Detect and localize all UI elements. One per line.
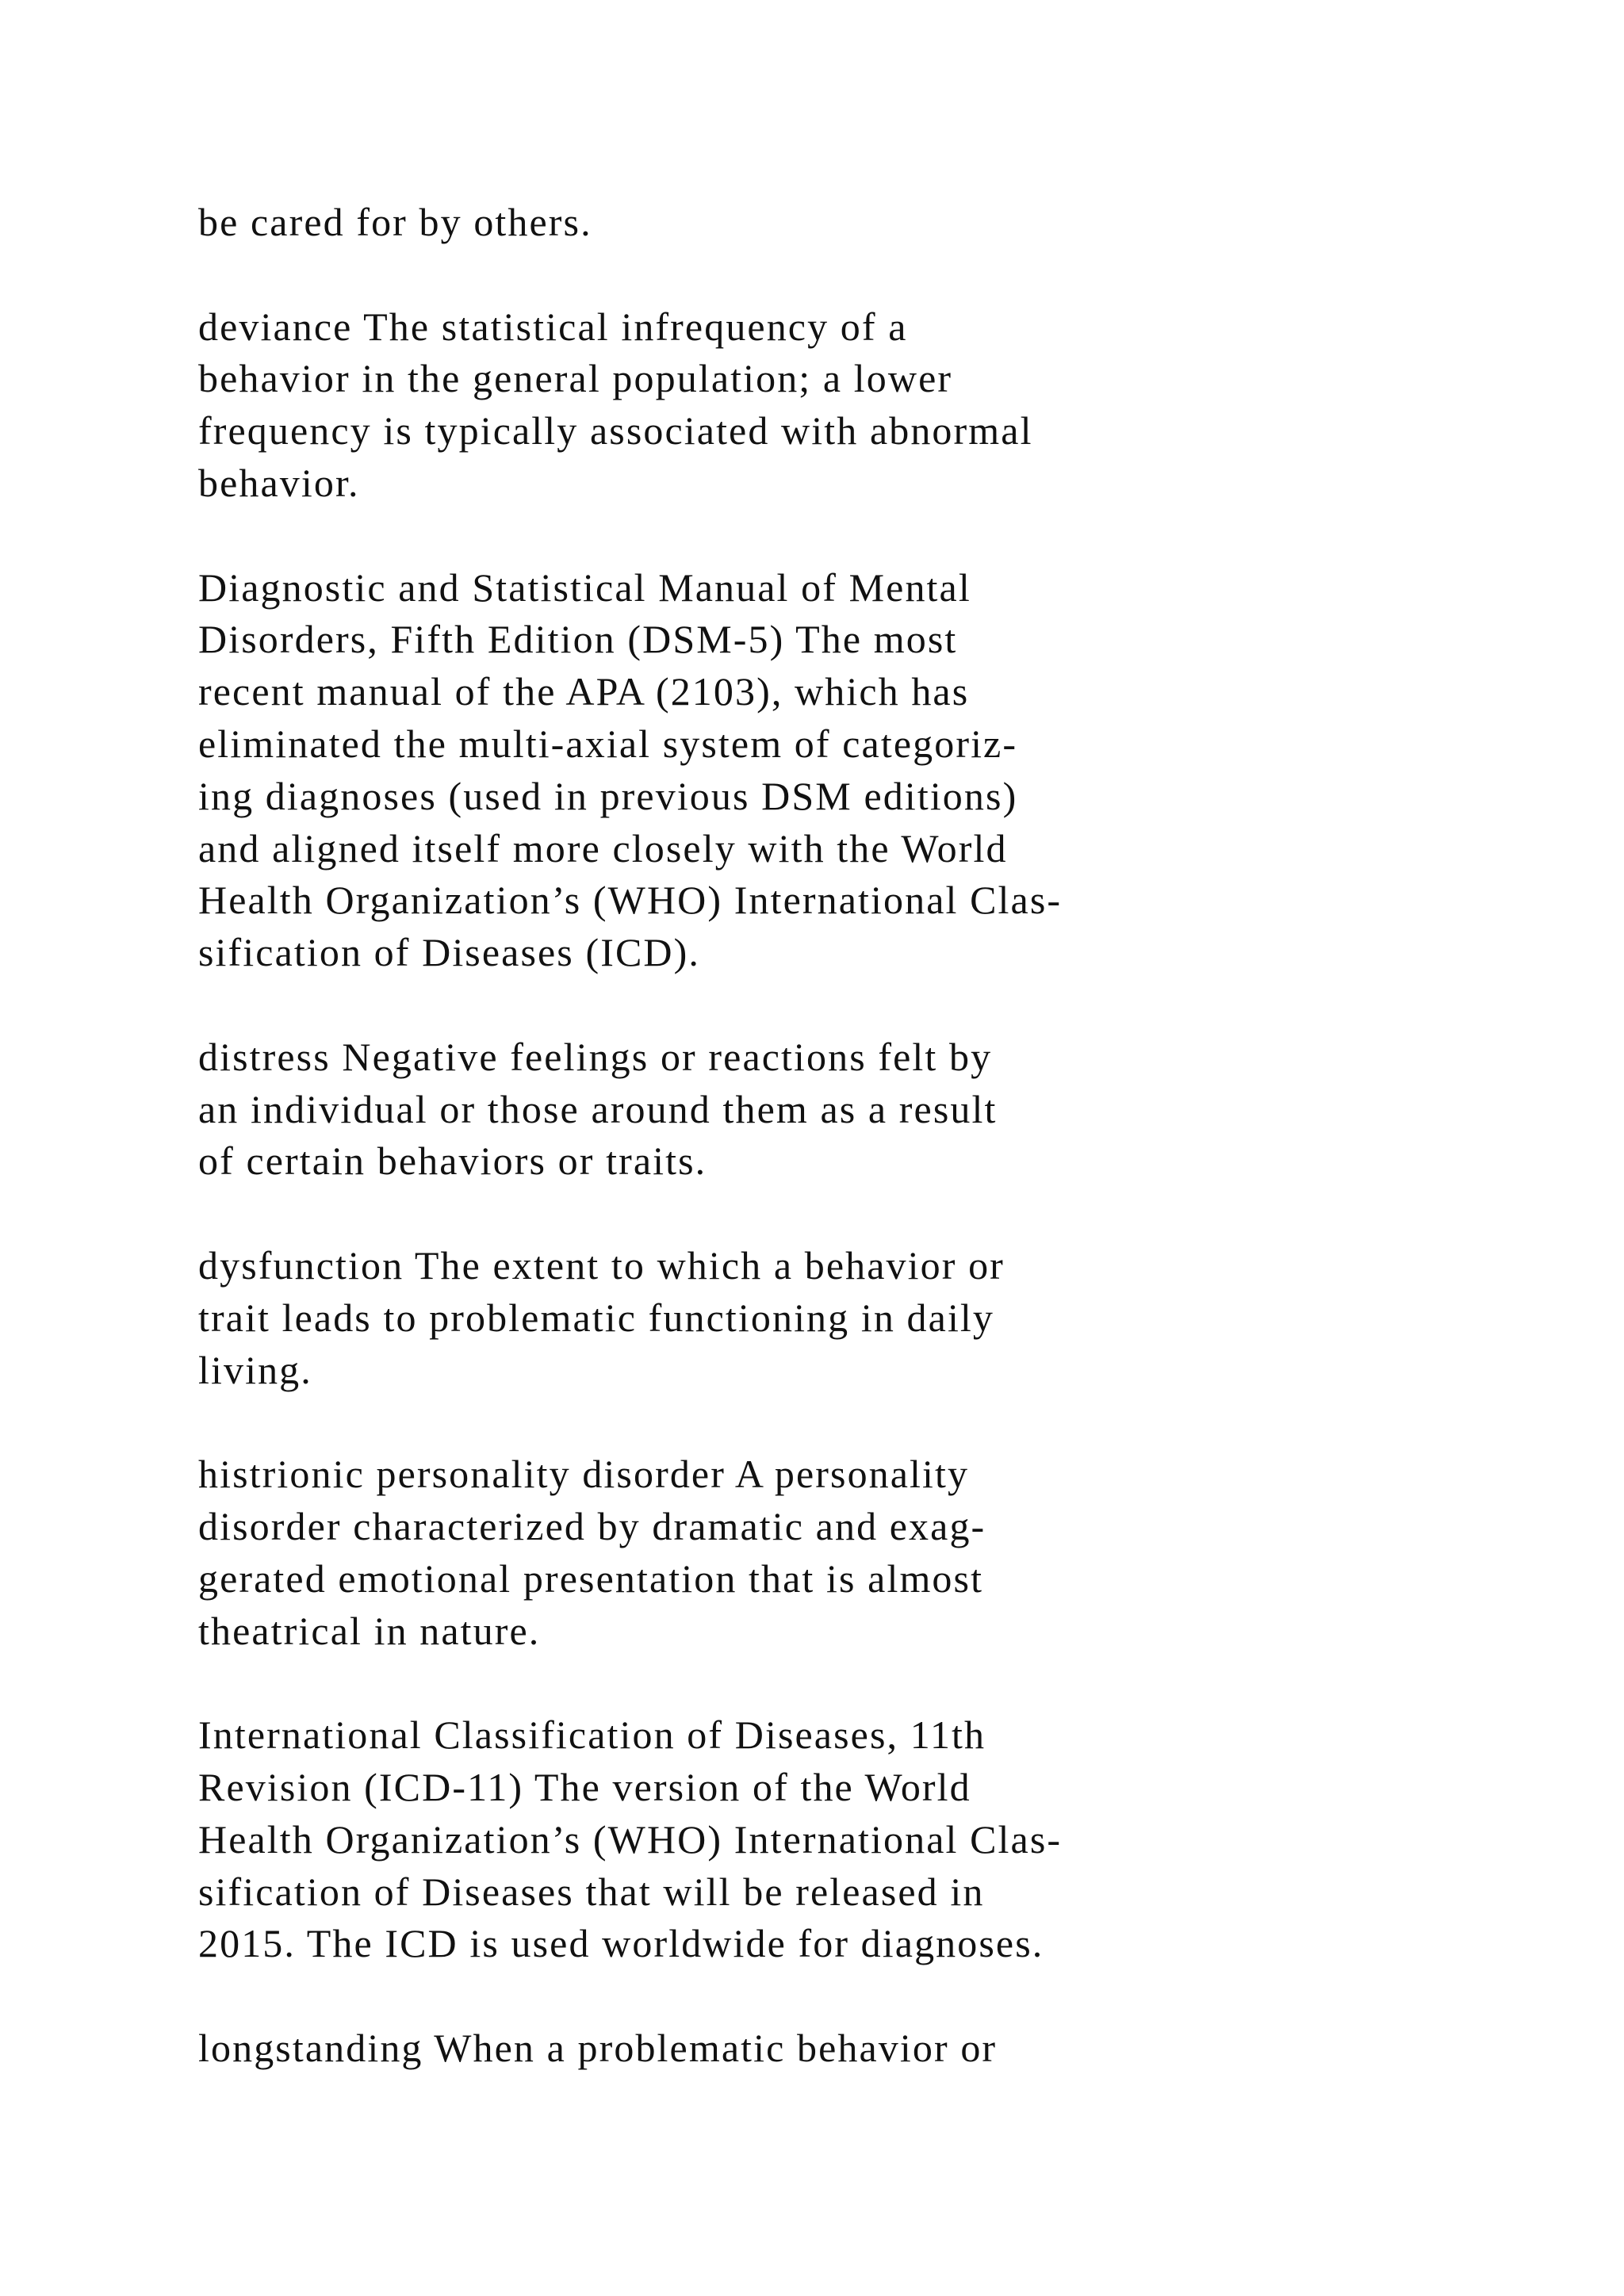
glossary-entry-deviance (198, 301, 1467, 510)
text-line: frequency is typically associated with abnormal (198, 408, 1033, 453)
text-line: theatrical in nature. (198, 1608, 541, 1653)
text-line: Revision (ICD-11) The version of the World (198, 1764, 971, 1809)
text-line: Diagnostic and Statistical Manual of Mental (198, 564, 971, 610)
text-line: and aligned itself more closely with the World (198, 825, 1008, 871)
paragraph-continuation (198, 197, 1467, 249)
text-line: disorder characterized by dramatic and exag- (198, 1503, 986, 1548)
text-line: sification of Diseases (ICD). (198, 930, 700, 975)
glossary-entry-dysfunction (198, 1240, 1467, 1396)
glossary-entry-icd11 (198, 1709, 1467, 1970)
text-line: distress Negative feelings or reactions felt by (198, 1034, 993, 1079)
text-line: International Classification of Diseases, 11th (198, 1712, 986, 1758)
glossary-entry-longstanding (198, 2022, 1467, 2075)
text-line: be cared for by others. (198, 200, 592, 244)
text-line: deviance The statistical infrequency of a (198, 304, 908, 349)
glossary-entry-dsm5 (198, 562, 1467, 979)
text-line: Disorders, Fifth Edition (DSM-5) The most (198, 617, 958, 662)
text-line: histrionic personality disorder A personality (198, 1452, 970, 1497)
glossary-entry-histrionic (198, 1448, 1467, 1657)
text-line: ing diagnoses (used in previous DSM editions) (198, 773, 1018, 818)
text-line: Health Organization’s (WHO) International Clas- (198, 878, 1063, 923)
text-line: behavior in the general population; a lower (198, 356, 953, 401)
text-line: behavior. (198, 460, 360, 505)
text-line: longstanding When a problematic behavior or (198, 2025, 998, 2070)
text-line: living. (198, 1347, 312, 1392)
text-line: Health Organization’s (WHO) International Clas- (198, 1816, 1063, 1862)
text-line: an individual or those around them as a result (198, 1086, 998, 1131)
text-line: 2015. The ICD is used worldwide for diagnoses. (198, 1921, 1044, 1966)
text-line: trait leads to problematic functioning in daily (198, 1295, 995, 1340)
text-line: recent manual of the APA (2103), which has (198, 669, 970, 714)
document-body (198, 197, 1467, 2126)
text-line: sification of Diseases that will be released in (198, 1869, 985, 1914)
text-line: of certain behaviors or traits. (198, 1138, 707, 1184)
glossary-entry-distress (198, 1031, 1467, 1188)
text-line: gerated emotional presentation that is almost (198, 1556, 984, 1601)
text-line: dysfunction The extent to which a behavior or (198, 1242, 1005, 1288)
text-line: eliminated the multi-axial system of categoriz- (198, 721, 1018, 766)
